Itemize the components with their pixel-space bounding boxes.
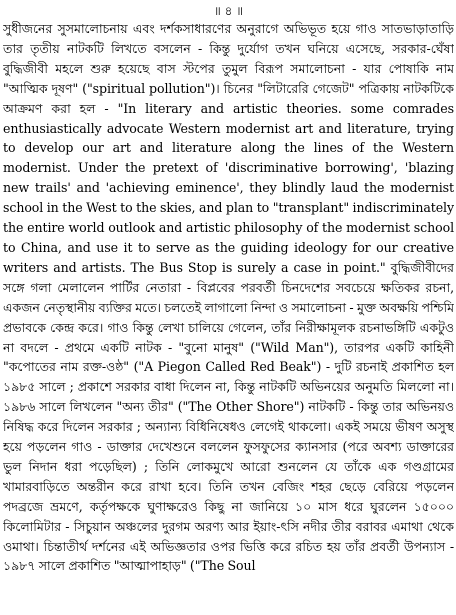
page-number: ॥ ৪ ॥ [214, 4, 243, 18]
body-paragraph: সুধীজনের সুসমালোচনায় এবং দর্শকসাধারণের অনুরাগে অভিভূত হয়ে গাও সাতভাড়াতাড়ি তার তৃতীয় নাটকটি লিখতে বসলেন - কিন্তু দুর্যোগ তখন ঘনিয়ে এসেছে, সরকার-ঘেঁষা বুদ্ধিজীবী মহলে শুরু হয়েছে বাস স্টপের তুমুল বিরূপ সমালোচনা - যার পোষাকি নাম "আত্মিক দূষণ" ("spiritual pollution")। চিনের "লিটারেরি গেজেট" পত্রিকায় নাটকটিকে আক্রমণ করা হল - "In literary and artistic theories. some comrades enthusiastically advocate Western modernist art and literature, trying to develop our art and literature along the lines of the Western modernist. Under the pretext of 'discriminative borrowing', 'blazing new trails' and 'achieving eminence', they blindly laud the modernist school in the West to the skies, and plan to "transplant" indiscriminately the entire world outlook and artistic philosophy of the modernist school to China, and use it to serve as the guiding ideology for our creative writers and artists. The Bus Stop is surely a case in point." বুদ্ধিজীবীদের সঙ্গে গলা মেলালেন পার্টির নেতারা - বিপ্লবের পরবর্তী চিনদেশের সবচেয়ে ক্ষতিকর রচনা, একজন নেতৃস্থানীয় ব্যক্তির মতে। চলতেই লাগালো নিন্দা ও সমালোচনা - মুক্ত অবক্ষয়ি পশ্চিমি প্রভাবকে কেন্দ্র করে। গাও কিন্তু লেখা চালিয়ে গেলেন, তাঁর নিরীক্ষামূলক রচনাভঙ্গিটি একটুও না বদলে - প্রথমে একটি নাটক - "বুনো মানুষ" ("Wild Man"), তারপর একটি কাহিনী "কপোতের নাম রক্ত-ওষ্ঠ" ("A Piegon Called Red Beak") - দুটি রচনাই প্রকাশিত হল ১৯৮৫ সালে ; প্রকাশে সরকার বাধা দিলেন না, কিন্তু নাটকটি অভিনয়ের অনুমতি মিললো না। ১৯৮৬ সালে লিখলেন "অন্য তীর" ("The Other Shore") নাটকটি - কিন্তু তার অভিনয়ও নিষিদ্ধ করে দিলেন সরকার ; অন্যান্য বিধিনিষেধও লেগেই থাকলো। একই সময়ে ভীষণ অসুস্থ হয়ে পড়লেন গাও - ডাক্তার দেখেশুনে বললেন ফুসফুসের ক্যানসার (পরে অবশ্য ডাক্তারের ভুল নিদান ধরা পড়েছিল) ; তিনি লোকমুখে আরো শুনলেন যে তাঁকে এক গণ্ডগ্রামের খামারবাড়িতে অন্তরীন করে রাখা হবে। তিনি তখন বেজিং শহর ছেড়ে বেরিয়ে পড়লেন পদব্রজে ভ্রমণে, কর্তৃপক্ষকে ঘুণাক্ষরেও কিছু না জানিয়ে ১০ মাস ধরে ঘুরলেন ১৫০০০ কিলোমিটার - সিচুয়ান অঞ্চলের দুরগম অরণ্য আর ইয়াং-ৎসি নদীর তীর বরাবর এমাথা থেকে ওমাথা। চিন্তাতীর্থ দর্শনের এই অভিজ্ঞতার ওপর ভিত্তি করে রচিত হয় তাঁর প্রবর্তী উপন্যাস - ১৯৮৭ সালে প্রকাশিত "আত্মাপাহাড়" ("The Soul [3, 21, 454, 574]
